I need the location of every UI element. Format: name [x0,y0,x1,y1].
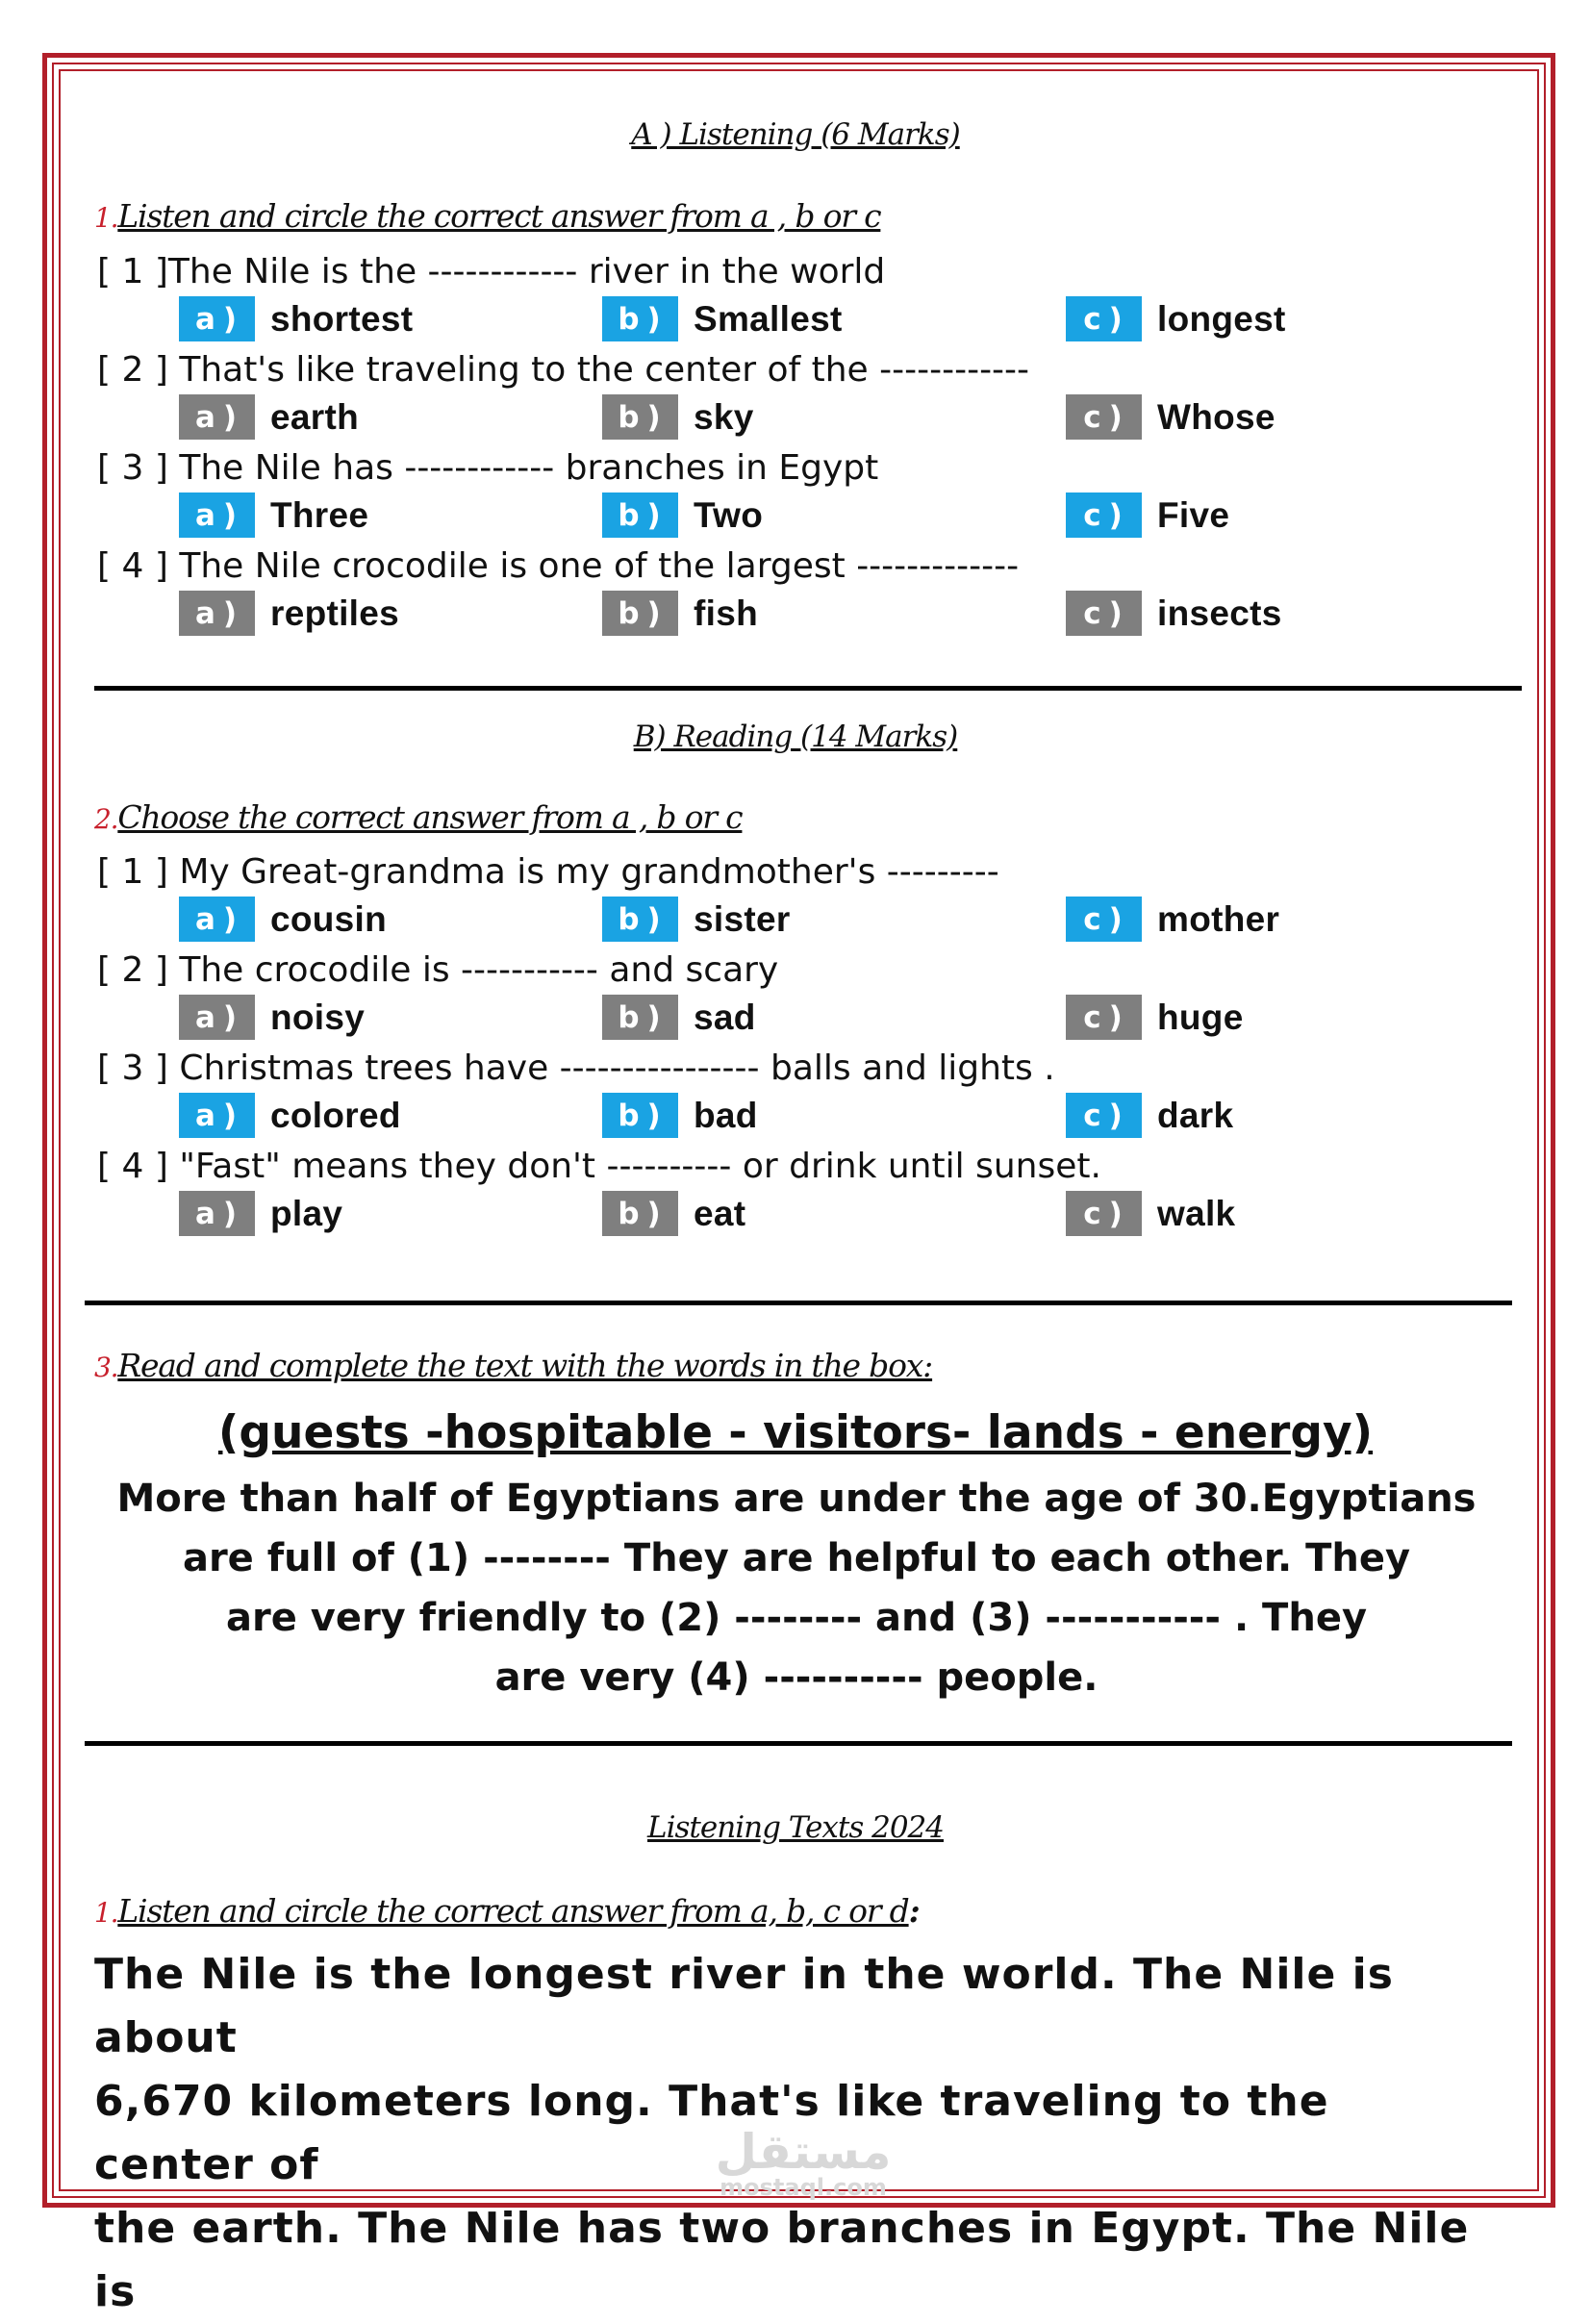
option-letter-badge: c) [1066,1191,1142,1236]
option-text: cousin [270,898,388,939]
answer-option-a[interactable] [179,1191,342,1236]
answer-option-b[interactable] [602,493,763,538]
option-text: dark [1157,1095,1234,1135]
option-text: colored [270,1095,401,1135]
option-letter-badge: c) [1066,591,1142,636]
option-text: shortest [270,298,414,339]
instruction-text: Listen and circle the correct answer from a , b or c [117,197,881,235]
answer-option-c[interactable] [1066,897,1279,942]
reading-section-title: B) Reading (14 Marks) [633,720,958,754]
option-letter-badge: b) [602,1191,678,1236]
answer-option-a[interactable] [179,1093,401,1138]
passage-line: the earth. The Nile has two branches in Egypt. The Nile is [94,2204,1470,2316]
option-text: mother [1157,898,1280,939]
question-text: [ 1 ] My Great-grandma is my grandmother's --------- [97,852,999,892]
watermark-logo [697,2124,909,2201]
option-text: bad [694,1095,758,1135]
option-text: Whose [1157,396,1275,437]
question-text: [ 2 ] The crocodile is ----------- and scary [97,950,779,990]
answer-option-b[interactable] [602,296,843,341]
option-letter-badge: a) [179,296,255,341]
option-text: Two [694,494,764,535]
answer-option-a[interactable] [179,591,399,636]
paragraph-line: More than half of Egyptians are under the age of 30.Egyptians [116,1477,1477,1521]
watermark-latin: mostaql.com [720,2174,887,2201]
passage-line: The Nile is the longest river in the world. The Nile is about [94,1950,1394,2062]
instruction-number: 2. [94,803,118,835]
instruction-number: 1. [94,1897,118,1929]
option-letter-badge: a) [179,1191,255,1236]
answer-option-c[interactable] [1066,995,1244,1040]
option-letter-badge: b) [602,493,678,538]
answer-option-b[interactable] [602,1093,758,1138]
listening-section-title: A ) Listening (6 Marks) [631,117,960,152]
option-text: Five [1157,494,1230,535]
answer-option-b[interactable] [602,394,754,440]
option-letter-badge: c) [1066,493,1142,538]
option-letter-badge: a) [179,995,255,1040]
paragraph-line: are very friendly to (2) -------- and (3) ----------- . They [225,1596,1368,1640]
answer-option-c[interactable] [1066,493,1229,538]
option-letter-badge: b) [602,394,678,440]
question-text: [ 3 ] The Nile has ------------ branches in Egypt [97,448,879,488]
option-text: earth [270,396,359,437]
divider-line [85,1741,1512,1746]
option-letter-badge: c) [1066,897,1142,942]
option-letter-badge: a) [179,394,255,440]
option-text: sister [694,898,791,939]
answer-option-a[interactable] [179,394,359,440]
option-text: Smallest [694,298,843,339]
completion-paragraph [114,1469,1479,1707]
answer-option-c[interactable] [1066,1191,1235,1236]
instruction-text: Listen and circle the correct answer from a, b, c or d [117,1892,909,1930]
option-letter-badge: a) [179,1093,255,1138]
answer-option-c[interactable] [1066,394,1275,440]
listening-texts-title: Listening Texts 2024 [647,1810,944,1845]
answer-option-c[interactable] [1066,1093,1233,1138]
option-text: fish [694,593,758,633]
word-box: (guests -hospitable - visitors- lands - energy) [217,1406,1374,1459]
option-letter-badge: a) [179,897,255,942]
answer-option-a[interactable] [179,493,368,538]
option-text: reptiles [270,593,400,633]
answer-option-b[interactable] [602,995,756,1040]
option-letter-badge: b) [602,1093,678,1138]
option-text: noisy [270,997,366,1037]
question-text: [ 4 ] The Nile crocodile is one of the largest ------------- [97,546,1020,586]
instruction-number: 3. [94,1351,118,1383]
answer-option-b[interactable] [602,897,791,942]
divider-line [85,1301,1512,1305]
instruction-text: Read and complete the text with the words in the box: [117,1347,933,1384]
option-text: sad [694,997,756,1037]
option-letter-badge: c) [1066,995,1142,1040]
option-text: eat [694,1193,746,1233]
option-text: insects [1157,593,1282,633]
question-text: [ 2 ] That's like traveling to the center of the ------------ [97,350,1030,390]
option-letter-badge: b) [602,296,678,341]
answer-option-a[interactable] [179,296,413,341]
reading-instruction [94,798,742,836]
divider-line [94,686,1522,691]
listening-texts-instruction [94,1892,920,1930]
option-letter-badge: a) [179,493,255,538]
question-text: [ 3 ] Christmas trees have ---------------- balls and lights . [97,1048,1055,1088]
option-letter-badge: c) [1066,394,1142,440]
option-text: play [270,1193,343,1233]
completion-instruction [94,1347,932,1384]
instruction-suffix: : [908,1892,920,1930]
option-letter-badge: c) [1066,1093,1142,1138]
option-letter-badge: b) [602,995,678,1040]
answer-option-a[interactable] [179,897,387,942]
question-text: [ 1 ]The Nile is the ------------ river in the world [97,252,886,291]
question-text: [ 4 ] "Fast" means they don't ---------- or drink until sunset. [97,1147,1101,1186]
option-text: longest [1157,298,1286,339]
listening-instruction [94,197,880,235]
option-letter-badge: a) [179,591,255,636]
option-text: Three [270,494,369,535]
option-letter-badge: c) [1066,296,1142,341]
option-text: huge [1157,997,1244,1037]
paragraph-line: are very (4) ---------- people. [494,1655,1099,1700]
option-text: walk [1157,1193,1236,1233]
watermark-arabic: مستقل [715,2124,892,2180]
answer-option-c[interactable] [1066,591,1282,636]
answer-option-a[interactable] [179,995,365,1040]
option-letter-badge: b) [602,591,678,636]
instruction-number: 1. [94,202,118,234]
option-letter-badge: b) [602,897,678,942]
paragraph-line: are full of (1) -------- They are helpful to each other. They [182,1536,1411,1580]
passage-line: 6,670 kilometers long. That's like traveling to the center of [94,2077,1329,2189]
answer-option-b[interactable] [602,1191,745,1236]
answer-option-c[interactable] [1066,296,1286,341]
option-text: sky [694,396,754,437]
answer-option-b[interactable] [602,591,758,636]
instruction-text: Choose the correct answer from a , b or c [117,798,743,836]
